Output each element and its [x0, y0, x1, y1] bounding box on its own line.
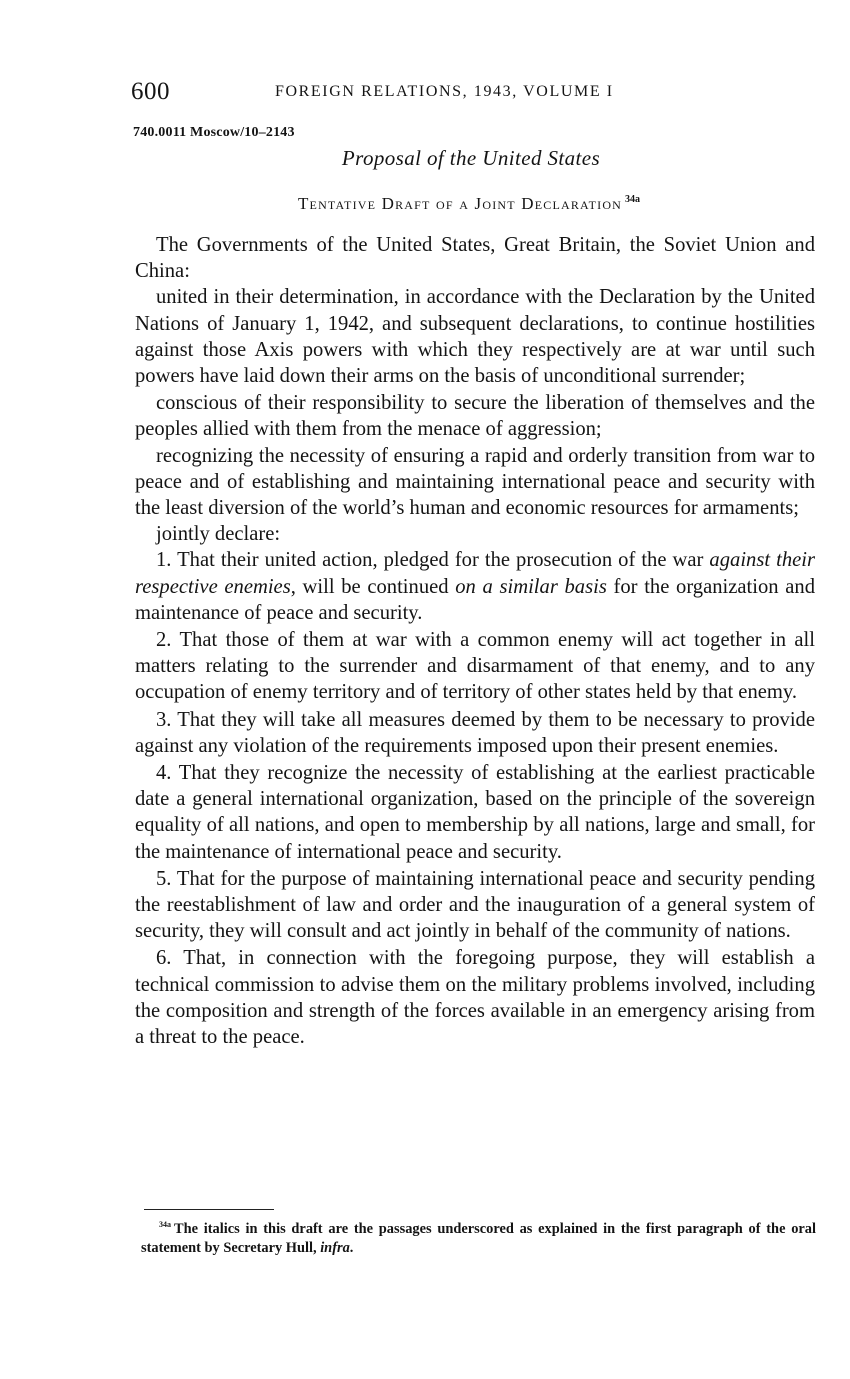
file-number: 740.0011 Moscow/10–2143	[133, 125, 295, 140]
paragraph-conscious: conscious of their responsibility to secure the liberation of themselves and the peoples allied with them from the menace of aggression;	[135, 392, 815, 441]
footnote-end: .	[349, 1239, 354, 1256]
page-number: 600	[131, 78, 170, 105]
item-1-text-b: , will be continued	[290, 575, 456, 598]
footnote-italic: infra	[320, 1239, 350, 1256]
footnote-text: The italics in this draft are the passages underscored as explained in the first paragraph of the oral statement by Secretary Hull,	[141, 1220, 816, 1256]
footnote-rule	[144, 1209, 274, 1210]
running-head	[131, 78, 815, 112]
paragraph-jointly-declare: jointly declare:	[156, 523, 281, 546]
paragraph-item-6: 6. That, in connection with the foregoing purpose, they will establish a technical commission to advise them on the military problems involved, including the composition and strength of the forces available in an emergency arising from a threat to the peace.	[135, 947, 815, 1049]
paragraph-item-1	[135, 547, 815, 626]
footnote-reference: 34a	[625, 194, 641, 206]
document-title: Proposal of the United States	[341, 146, 601, 170]
paragraph-united: united in their determination, in accordance with the Declaration by the United Nations of January 1, 1942, and subsequent declarations, to continue hostilities against those Axis powers with which they respectively are at war until such powers have laid down their arms on the basis of unconditional surrender;	[135, 286, 815, 388]
item-1-text-a: 1. That their united action, pledged for the prosecution of the war	[156, 549, 710, 572]
paragraph-item-4: 4. That they recognize the necessity of establishing at the earliest practicable date a general international organization, based on the principle of the sovereign equality of all nations, and open to membership by all nations, large and small, for the maintenance of international peace and security.	[135, 762, 815, 863]
document-subtitle	[0, 194, 850, 214]
footnote-mark: 34a	[159, 1220, 171, 1229]
item-1-italic-b: on a similar basis	[455, 575, 607, 598]
subtitle-text: Tentative Draft of a Joint Declaration	[297, 194, 623, 213]
item-1-italic-a: against their respective enemies	[135, 549, 815, 598]
paragraph-item-3: 3. That they will take all measures deemed by them to be necessary to provide against any violation of the requirements imposed upon their present enemies.	[135, 708, 815, 757]
paragraph-preamble: The Governments of the United States, Great Britain, the Soviet Union and China:	[135, 234, 815, 283]
paragraph-recognizing: recognizing the necessity of ensuring a rapid and orderly transition from war to peace and of establishing and maintaining international peace and security with the least diversion of the world’s human and economic resources for armaments;	[135, 444, 815, 520]
declaration-body	[135, 232, 815, 1050]
item-1-text-c: for the organization and maintenance of peace and security.	[135, 575, 815, 624]
footnote	[141, 1215, 816, 1258]
paragraph-item-5: 5. That for the purpose of maintaining international peace and security pending the reestablishment of law and order and the inauguration of a general system of security, they will consult and act jointly in behalf of the community of nations.	[135, 867, 815, 943]
running-title: FOREIGN RELATIONS, 1943, VOLUME I	[275, 83, 614, 100]
paragraph-item-2: 2. That those of them at war with a common enemy will act together in all matters relating to the surrender and disarmament of that enemy, and to any occupation of enemy territory and of territory of other states held by that enemy.	[135, 629, 815, 704]
